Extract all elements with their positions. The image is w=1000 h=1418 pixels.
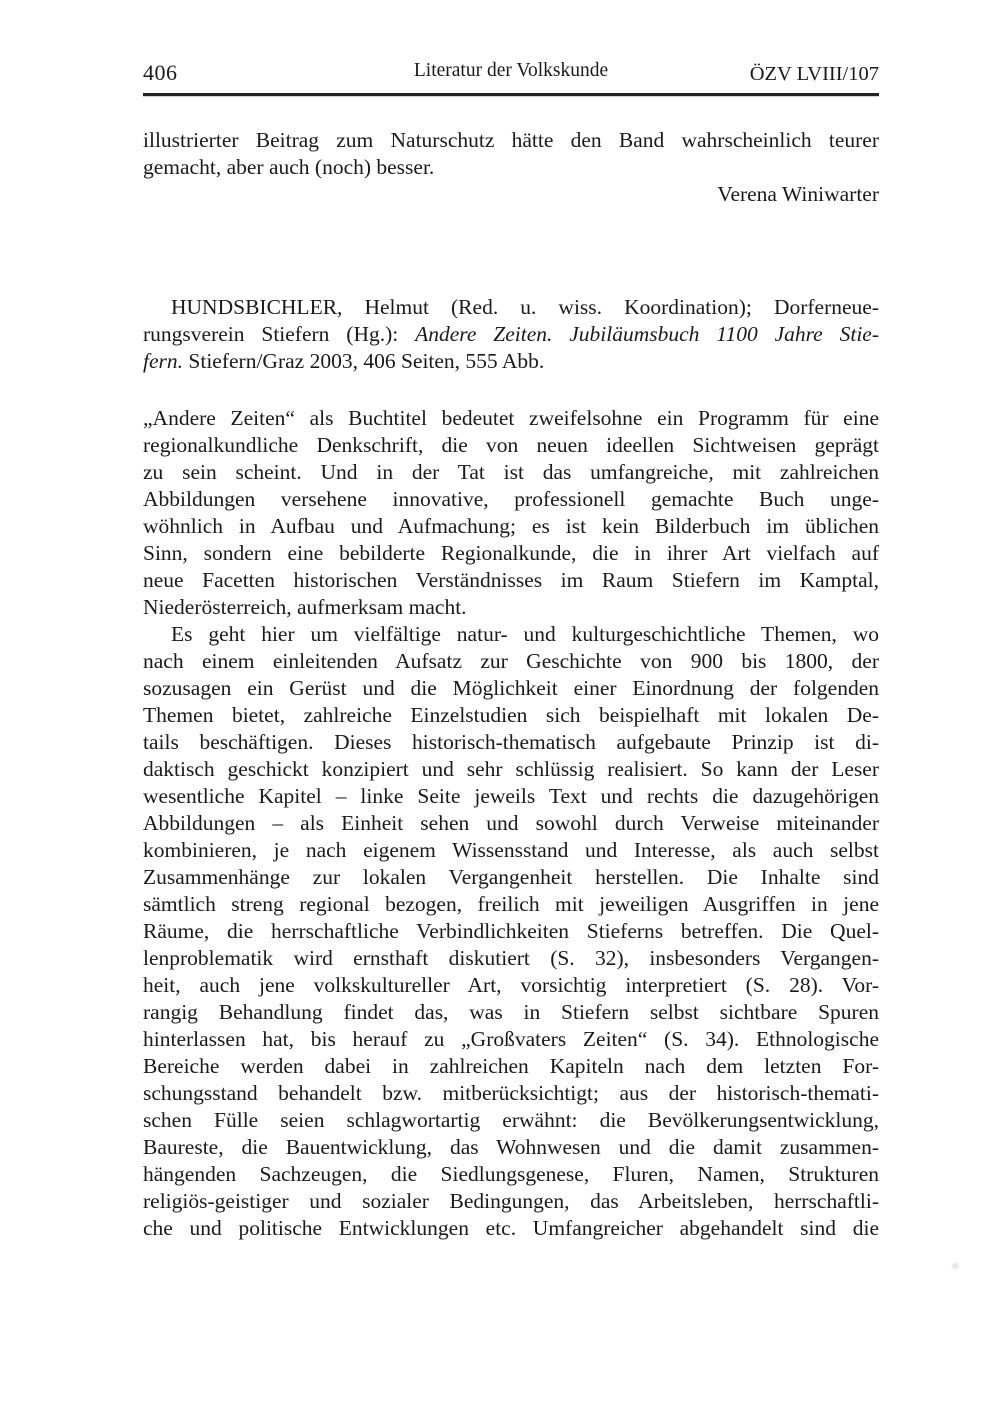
- text-line: Niederösterreich, aufmerksam macht.: [143, 595, 467, 619]
- text-line: Es geht hier um vielfältige natur- und kulturgeschichtliche Themen, wo: [171, 622, 879, 646]
- page-number: 406: [143, 60, 178, 85]
- text-line: rangig Behandlung findet das, was in Stiefern selbst sichtbare Spuren: [143, 1000, 879, 1024]
- text-segment: rungsverein Stiefern (Hg.):: [143, 322, 416, 346]
- book-citation-paragraph: [143, 294, 879, 375]
- text-line: gemacht, aber auch (noch) besser.: [143, 155, 435, 179]
- text-line: Abbildungen versehene innovative, professionell gemachte Buch unge-: [143, 487, 879, 511]
- text-line: Zusammenhänge zur lokalen Vergangenheit herstellen. Die Inhalte sind: [143, 865, 879, 889]
- running-title: Literatur der Volkskunde: [413, 60, 609, 81]
- text-segment: HUNDSBICHLER, Helmut (Red. u. wiss. Koordination); Dorferneue-: [171, 295, 879, 319]
- review-paragraph-1: [143, 405, 879, 621]
- text-line: che und politische Entwicklungen etc. Umfangreicher abgehandelt sind die: [143, 1216, 879, 1240]
- text-line: wöhnlich in Aufbau und Aufmachung; es ist kein Bilderbuch im üblichen: [143, 514, 879, 538]
- text-line: sozusagen ein Gerüst und die Möglichkeit einer Einordnung der folgenden: [143, 676, 879, 700]
- review-author-signature: Verena Winiwarter: [717, 182, 879, 206]
- book-title-italic: fern.: [143, 349, 184, 373]
- text-line: Sinn, sondern eine bebilderte Regionalkunde, die in ihrer Art vielfach auf: [143, 541, 879, 565]
- text-line: [143, 294, 879, 321]
- text-line: neue Facetten historischen Verständnisses im Raum Stiefern im Kamptal,: [143, 568, 879, 592]
- text-line: nach einem einleitenden Aufsatz zur Geschichte von 900 bis 1800, der: [143, 649, 879, 673]
- text-line: heit, auch jene volkskultureller Art, vorsichtig interpretiert (S. 28). Vor-: [143, 973, 879, 997]
- text-line: lenproblematik wird ernsthaft diskutiert (S. 32), insbesonders Vergangen-: [143, 946, 879, 970]
- text-segment: Stiefern/Graz 2003, 406 Seiten, 555 Abb.: [183, 349, 545, 373]
- text-line: Bereiche werden dabei in zahlreichen Kapiteln nach dem letzten For-: [143, 1054, 879, 1078]
- text-line: hängenden Sachzeugen, die Siedlungsgenese, Fluren, Namen, Strukturen: [143, 1162, 879, 1186]
- text-line: tails beschäftigen. Dieses historisch-thematisch aufgebaute Prinzip ist di-: [143, 730, 879, 754]
- text-line: Räume, die herrschaftliche Verbindlichkeiten Stieferns betreffen. Die Quel-: [143, 919, 879, 943]
- text-line: sämtlich streng regional bezogen, freilich mit jeweiligen Ausgriffen in jene: [143, 892, 879, 916]
- text-line: religiös-geistiger und sozialer Bedingungen, das Arbeitsleben, herrschaftli-: [143, 1189, 879, 1213]
- page-header: [143, 60, 879, 86]
- text-line: schen Fülle seien schlagwortartig erwähnt: die Bevölkerungsentwicklung,: [143, 1108, 879, 1132]
- text-line: [143, 348, 879, 375]
- text-line: kombinieren, je nach eigenem Wissensstand und Interesse, als auch selbst: [143, 838, 879, 862]
- journal-volume: ÖZV LVIII/107: [749, 63, 879, 85]
- text-line: Themen bietet, zahlreiche Einzelstudien sich beispielhaft mit lokalen De-: [143, 703, 879, 727]
- review-paragraph-2: [143, 621, 879, 1242]
- text-line: Baureste, die Bauentwicklung, das Wohnwesen und die damit zusammen-: [143, 1135, 879, 1159]
- text-line: regionalkundliche Denkschrift, die von neuen ideellen Sichtweisen geprägt: [143, 433, 879, 457]
- header-rule: [143, 93, 879, 96]
- text-line: Abbildungen – als Einheit sehen und sowohl durch Verweise miteinander: [143, 811, 879, 835]
- review-closing-paragraph: [143, 127, 879, 181]
- book-title-italic: Andere Zeiten. Jubiläumsbuch 1100 Jahre Stie-: [415, 322, 879, 346]
- text-line: zu sein scheint. Und in der Tat ist das umfangreiche, mit zahlreichen: [143, 460, 879, 484]
- text-line: [143, 321, 879, 348]
- text-line: wesentliche Kapitel – linke Seite jeweils Text und rechts die dazugehörigen: [143, 784, 879, 808]
- text-block: [143, 60, 879, 1242]
- text-line: illustrierter Beitrag zum Naturschutz hätte den Band wahrscheinlich teurer: [143, 128, 879, 152]
- text-line: hinterlassen hat, bis herauf zu „Großvaters Zeiten“ (S. 34). Ethnologische: [143, 1027, 879, 1051]
- scan-artifact: [952, 1263, 959, 1269]
- text-line: „Andere Zeiten“ als Buchtitel bedeutet zweifelsohne ein Programm für eine: [143, 406, 879, 430]
- text-line: schungsstand behandelt bzw. mitberücksichtigt; aus der historisch-themati-: [143, 1081, 879, 1105]
- text-line: daktisch geschickt konzipiert und sehr schlüssig realisiert. So kann der Leser: [143, 757, 879, 781]
